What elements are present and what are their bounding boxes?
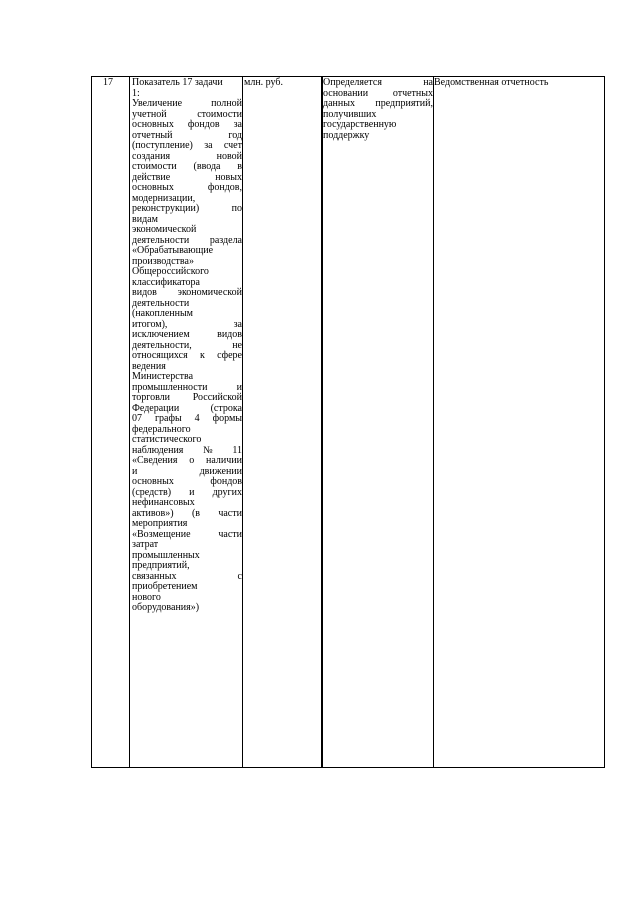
- unit-cell: [243, 77, 322, 767]
- indicator-line: активов») (в части: [132, 507, 242, 519]
- indicator-line: стоимости (ввода в: [132, 161, 242, 172]
- row-number-cell: [92, 77, 130, 767]
- method-line: государственную: [323, 119, 397, 130]
- indicator-line: и движении: [132, 465, 242, 477]
- indicator-line: 07 графы 4 формы: [132, 413, 242, 424]
- indicator-line: федерального: [132, 423, 191, 435]
- indicator-cell: [130, 77, 243, 767]
- indicator-line: видам: [132, 213, 158, 225]
- indicator-line: Общероссийского: [132, 266, 209, 277]
- indicator-line: статистического: [132, 434, 202, 445]
- indicator-line: приобретением: [132, 581, 198, 592]
- indicator-line: создания новой: [132, 150, 242, 162]
- indicator-line: реконструкции) по: [132, 203, 242, 214]
- indicator-line: (накопленным: [132, 308, 194, 319]
- indicator-line: «Сведения о наличии: [132, 455, 242, 466]
- unit-text: млн. руб.: [244, 77, 283, 88]
- indicator-line: экономической: [132, 224, 197, 235]
- indicator-line: (поступление) за счет: [132, 140, 242, 151]
- indicator-line: Федерации (строка: [132, 402, 242, 414]
- method-line: Определяется на: [323, 77, 433, 88]
- indicator-line: классификатора: [132, 276, 200, 288]
- indicator-line: деятельности, не: [132, 339, 242, 351]
- indicator-line: связанных с: [132, 570, 242, 582]
- method-line: основании отчетных: [323, 87, 433, 99]
- indicator-line: видов экономической: [132, 287, 242, 298]
- indicator-line: действие новых: [132, 171, 242, 183]
- indicator-line: основных фондов за: [132, 119, 242, 130]
- indicator-line: деятельности раздела: [132, 234, 242, 246]
- indicator-table: [91, 76, 605, 768]
- indicator-line: модернизации,: [132, 192, 196, 204]
- indicator-line: основных фондов,: [132, 182, 242, 193]
- method-line: поддержку: [323, 129, 370, 141]
- indicator-line: промышленности и: [132, 381, 242, 393]
- indicator-line: отчетный год: [132, 129, 242, 141]
- method-line: получивших: [323, 108, 377, 120]
- row-number: 17: [103, 77, 113, 88]
- indicator-line: относящихся к сфере: [132, 350, 242, 361]
- source-text: Ведомственная отчетность: [434, 77, 549, 88]
- indicator-line: (средств) и других: [132, 486, 242, 498]
- indicator-line: итогом), за: [132, 318, 242, 330]
- indicator-line: предприятий,: [132, 560, 190, 571]
- indicator-line: нового: [132, 591, 161, 603]
- indicator-line: Показатель 17 задачи: [132, 77, 223, 88]
- indicator-line: наблюдения № 11: [132, 444, 242, 456]
- indicator-line: оборудования»): [132, 602, 200, 613]
- indicator-line: 1:: [132, 87, 140, 99]
- indicator-line: торговли Российской: [132, 392, 242, 403]
- indicator-line: затрат: [132, 539, 159, 550]
- method-cell: [322, 77, 434, 767]
- indicator-line: Увеличение полной: [132, 98, 242, 109]
- indicator-line: Министерства: [132, 371, 194, 382]
- indicator-line: мероприятия: [132, 518, 188, 529]
- indicator-line: нефинансовых: [132, 497, 195, 508]
- indicator-line: «Возмещение части: [132, 528, 242, 540]
- indicator-line: промышленных: [132, 549, 200, 561]
- indicator-line: основных фондов: [132, 476, 242, 487]
- indicator-line: деятельности: [132, 297, 190, 309]
- indicator-line: производства»: [132, 255, 194, 267]
- indicator-line: исключением видов: [132, 329, 242, 340]
- indicator-line: учетной стоимости: [132, 108, 242, 120]
- method-line: данных предприятий,: [323, 98, 433, 109]
- source-cell: [434, 77, 606, 767]
- indicator-line: ведения: [132, 360, 166, 372]
- indicator-line: «Обрабатывающие: [132, 245, 214, 256]
